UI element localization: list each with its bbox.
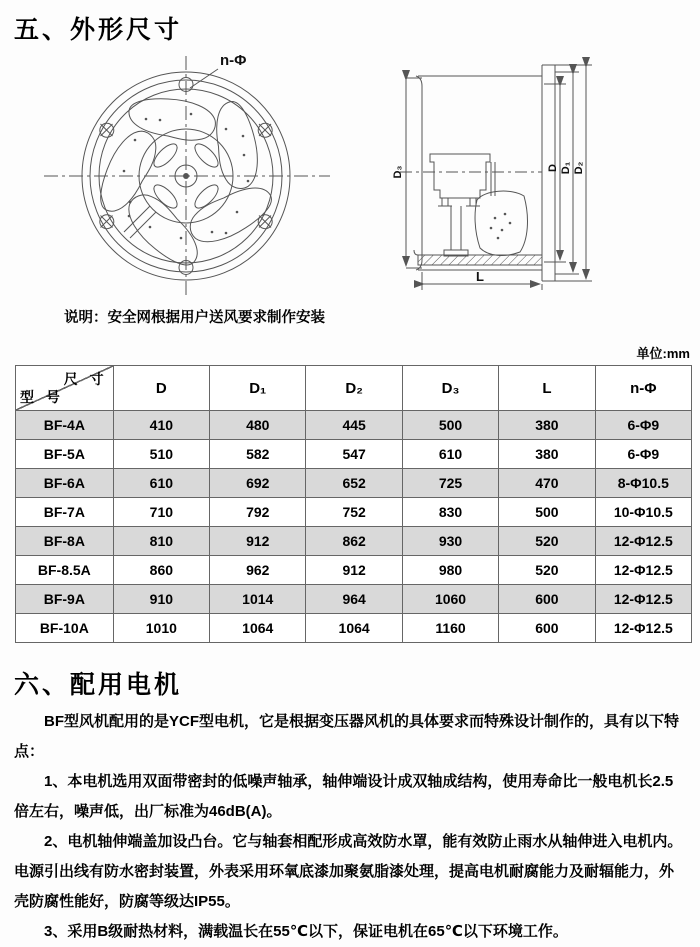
motor-feature-2: 2、电机轴伸端盖加设凸台。它与轴套相配形成高效防水罩，能有效防止雨水从轴伸进入电机内。电源引出线有防水密封装置，外表采用环氧底漆加聚氨脂漆处理，提高电机耐腐能力及耐辐能力，外壳防腐性能好，防腐等级达IP55。: [14, 833, 683, 910]
impeller-side: [475, 162, 527, 255]
dim-d-label: D: [547, 164, 559, 172]
model-cell: BF-6A: [16, 469, 114, 498]
fan-front-view-drawing: [26, 48, 356, 298]
col-header-d1: D₁: [210, 366, 306, 411]
table-row: BF-6A 610 692 652 725 470 8-Φ10.5: [16, 469, 692, 498]
dim-l-label: L: [476, 269, 484, 284]
table-row: BF-9A 910 1014 964 1060 600 12-Φ12.5: [16, 585, 692, 614]
model-cell: BF-9A: [16, 585, 114, 614]
model-cell: BF-10A: [16, 614, 114, 643]
table-row: BF-5A 510 582 547 610 380 6-Φ9: [16, 440, 692, 469]
model-cell: BF-7A: [16, 498, 114, 527]
fan-side-view-drawing: [392, 50, 602, 300]
motor-feature-3: 3、采用B级耐热材料，满载温长在55℃以下，保证电机在65℃以下环境工作。: [44, 923, 568, 940]
corner-label-size: 尺 寸: [63, 371, 108, 387]
col-header-d2: D₂: [306, 366, 402, 411]
table-header-row: [16, 366, 692, 411]
model-cell: BF-4A: [16, 411, 114, 440]
dimension-drawings: [0, 48, 700, 298]
motor-description: [14, 707, 686, 947]
col-header-d: D: [113, 366, 209, 411]
col-header-nphi: n-Φ: [595, 366, 691, 411]
base-plate: [414, 250, 542, 265]
n-phi-label: n-Φ: [220, 52, 247, 69]
dim-d3-label: D₃: [392, 165, 404, 179]
table-row: BF-8.5A 860 962 912 980 520 12-Φ12.5: [16, 556, 692, 585]
diagonal-split: [16, 366, 113, 410]
motor-support: [444, 206, 468, 256]
col-header-l: L: [499, 366, 595, 411]
motor: [430, 154, 490, 206]
installation-note: 说明：安全网根据用户送风要求制作安装: [64, 310, 325, 326]
dim-d3-line: [406, 78, 422, 268]
col-header-d3: D₃: [402, 366, 498, 411]
section6-title: 六、配用电机: [14, 671, 183, 699]
model-cell: BF-8.5A: [16, 556, 114, 585]
motor-feature-1: 1、本电机选用双面带密封的低噪声轴承，轴伸端设计成双轴成结构，使用寿命比一般电机长2.5倍左右，噪声低，出厂标准为46dB(A)。: [14, 773, 674, 820]
table-row: BF-8A 810 912 862 930 520 12-Φ12.5: [16, 527, 692, 556]
model-cell: BF-8A: [16, 527, 114, 556]
table-row: BF-7A 710 792 752 830 500 10-Φ10.5: [16, 498, 692, 527]
table-row: BF-10A 1010 1064 1064 1160 600 12-Φ12.5: [16, 614, 692, 643]
section5-title: 五、外形尺寸: [14, 16, 183, 44]
corner-label-model: 型 号: [20, 389, 64, 405]
dimensions-table: [15, 365, 692, 643]
unit-label: 单位:mm: [636, 346, 690, 361]
motor-intro-paragraph: BF型风机配用的是YCF型电机，它是根据变压器风机的具体要求而特殊设计制作的，具有以下特点：: [14, 713, 679, 760]
dim-d1-label: D₁: [560, 161, 572, 175]
table-row: BF-4A 410 480 445 500 380 6-Φ9: [16, 411, 692, 440]
model-cell: BF-5A: [16, 440, 114, 469]
corner-header-cell: [16, 366, 114, 411]
dim-d2-label: D₂: [573, 161, 585, 175]
